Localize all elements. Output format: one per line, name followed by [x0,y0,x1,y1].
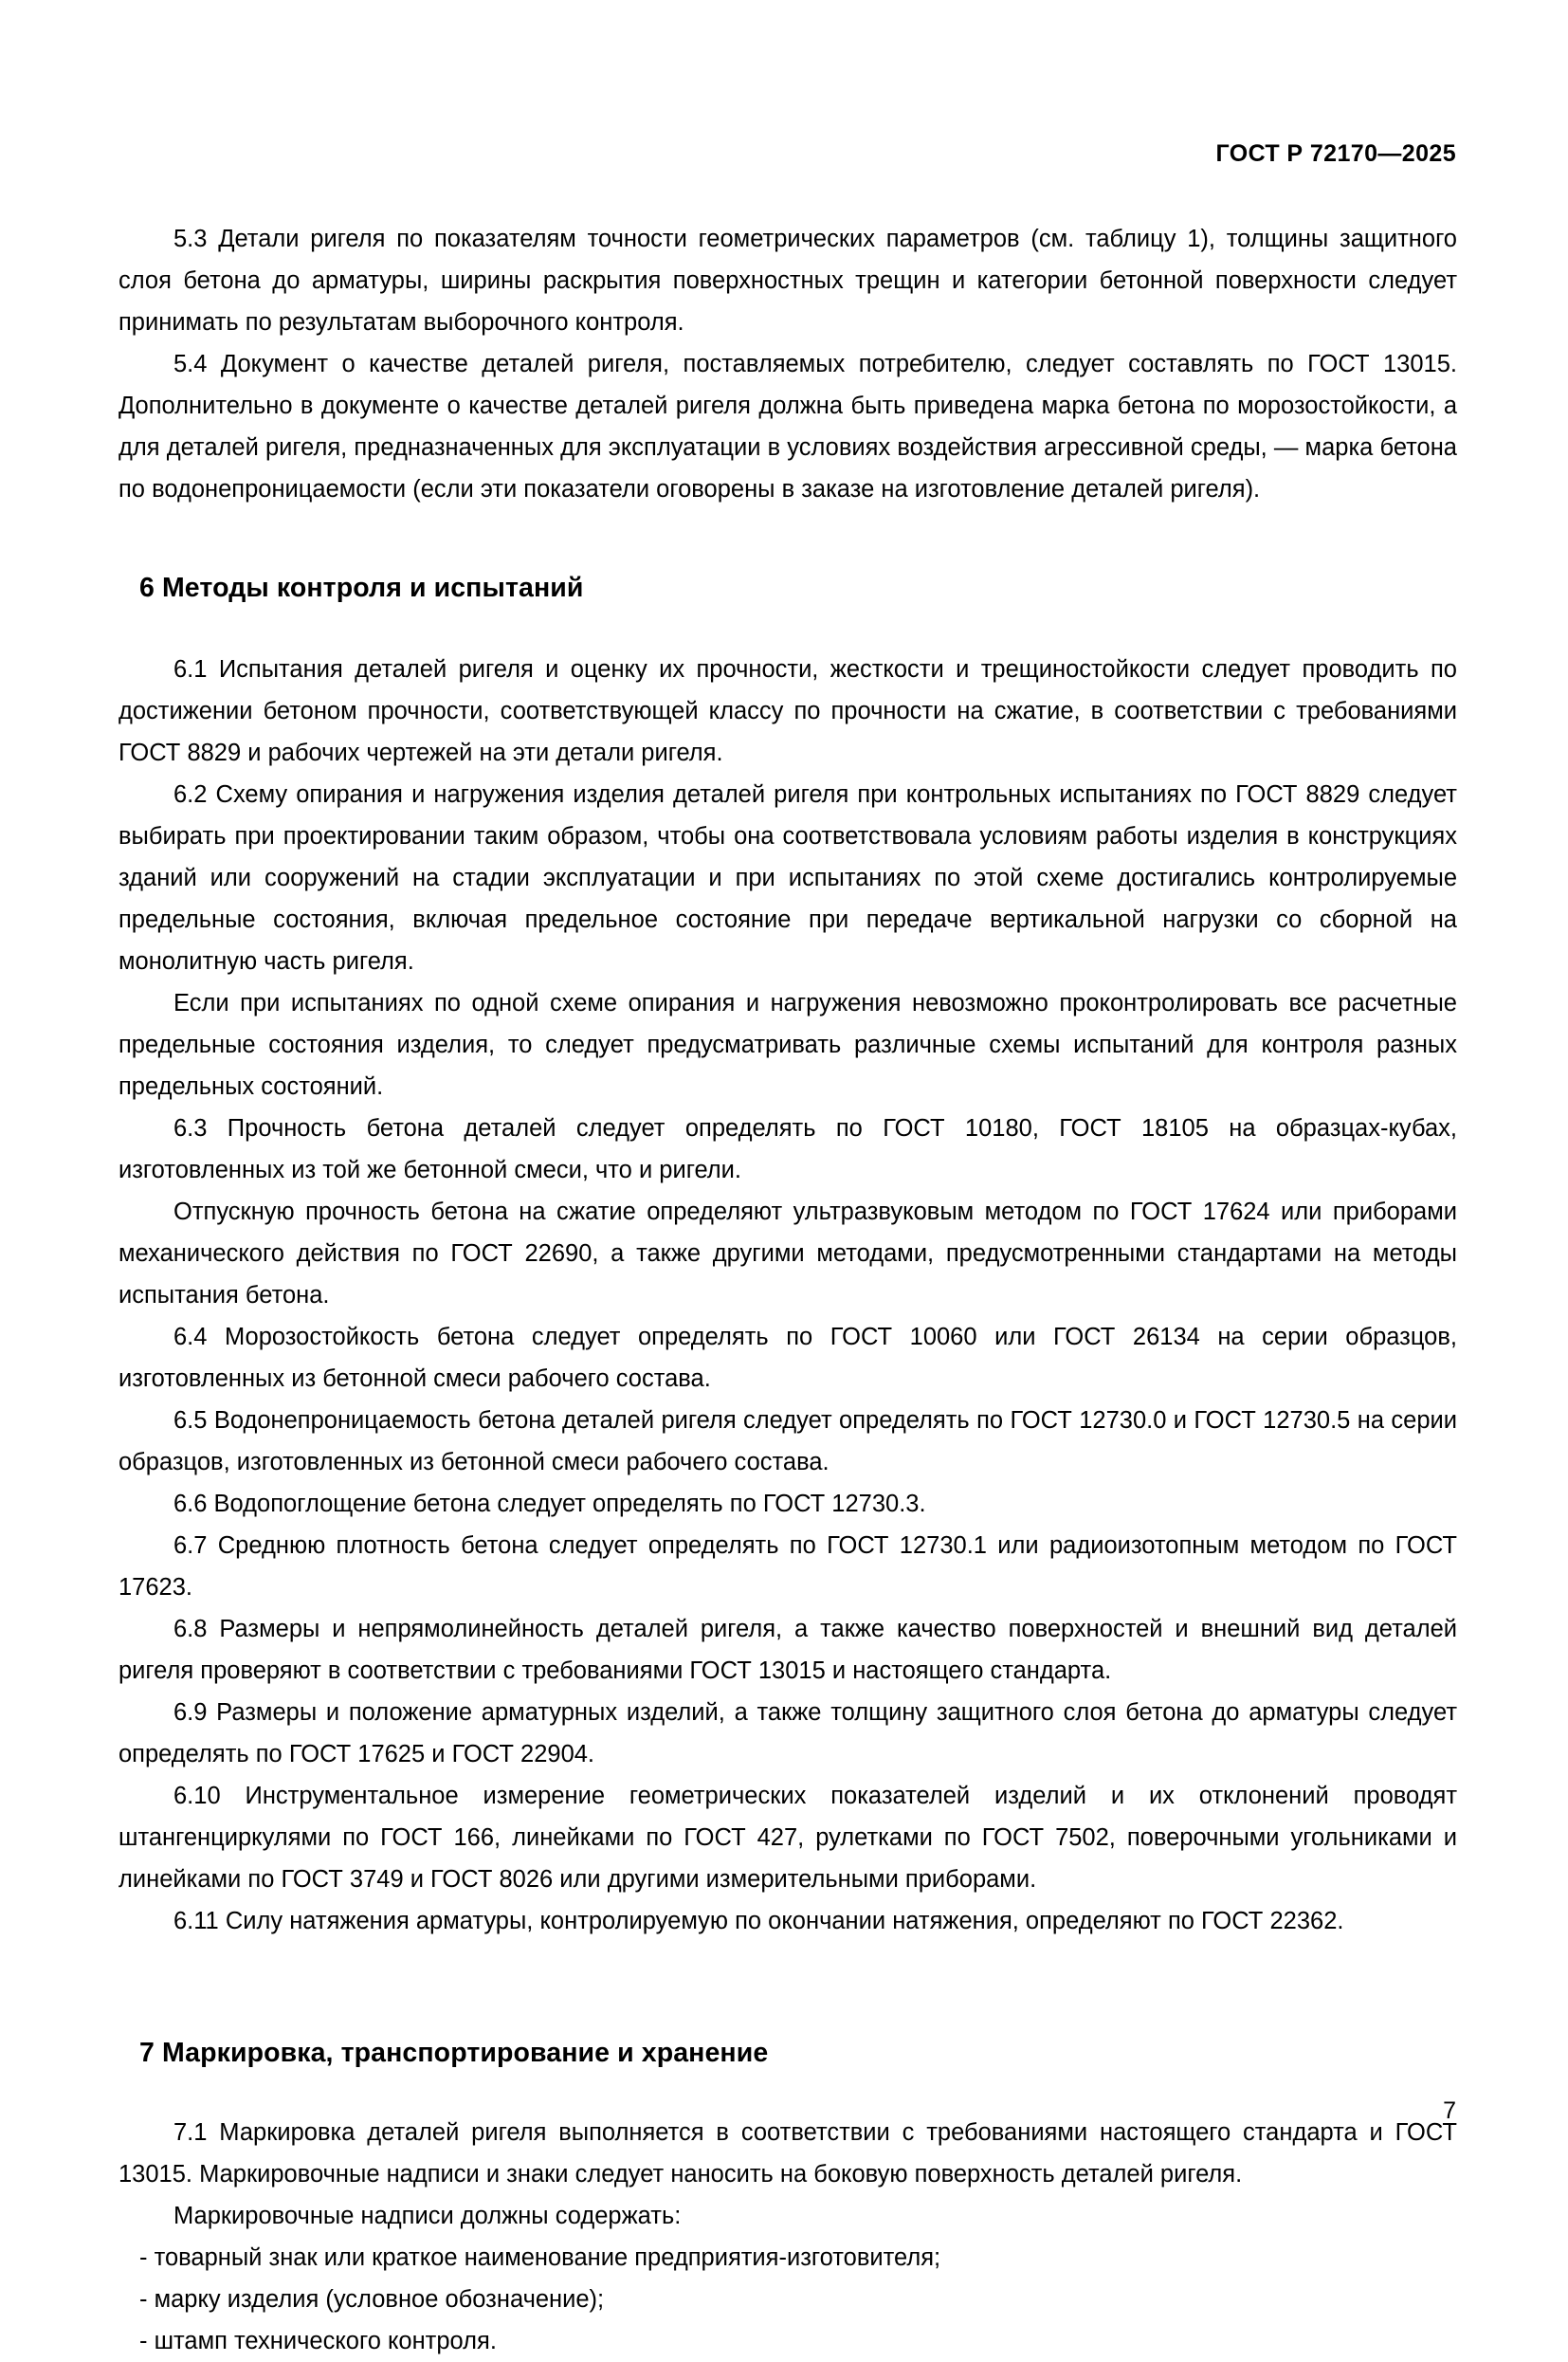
list-item: - товарный знак или краткое наименование предприятия-изготовителя; [139,2244,941,2271]
paragraph-7-1: 7.1 Маркировка деталей ригеля выполняется в соответствии с требованиями настоящего стандарта и ГОСТ 13015. Маркировочные надписи и знаки следует наносить на боковую поверхность деталей ригеля. [119,2119,1457,2188]
list-item: - марку изделия (условное обозначение); [139,2286,605,2313]
paragraph-6-11: 6.11 Силу натяжения арматуры, контролируемую по окончании натяжения, определяют по ГОСТ 22362. [173,1908,1344,1934]
paragraph-6-2: 6.2 Схему опирания и нагружения изделия деталей ригеля при контрольных испытаниях по ГОСТ 8829 следует выбирать при проектировании таким образом, чтобы она соответствовала условиям работы изделия в конструкциях зданий или сооружений на стадии эксплуатации и при испытаниях по этой схеме достигались контролируемые предельные состояния, включая предельное состояние при передаче вертикальной нагрузки со сборной на монолитную часть ригеля. [119,781,1457,975]
spacer-after-section-7-heading [119,2074,1457,2112]
paragraph-5-3: 5.3 Детали ригеля по показателям точности геометрических параметров (см. таблицу 1), толщины защитного слоя бетона до арматуры, ширины раскрытия поверхностных трещин и категории бетонной поверхности следует принимать по результатам выборочного контроля. [119,226,1457,336]
paragraph-6-2-note: Если при испытаниях по одной схеме опирания и нагружения невозможно проконтролировать все расчетные предельные состояния изделия, то следует предусматривать различные схемы испытаний для контроля разных предельных состояний. [119,990,1457,1100]
paragraph-6-7: 6.7 Среднюю плотность бетона следует определять по ГОСТ 12730.1 или радиоизотопным методом по ГОСТ 17623. [119,1532,1457,1601]
section-heading-6: 6 Методы контроля и испытаний [139,573,584,603]
page-header-standard-number: ГОСТ Р 72170—2025 [1215,140,1456,167]
spacer-after-section-6-heading [119,609,1457,649]
paragraph-6-4: 6.4 Морозостойкость бетона следует определять по ГОСТ 10060 или ГОСТ 26134 на серии образцов, изготовленных из бетонной смеси рабочего состава. [119,1324,1457,1392]
paragraph-6-6: 6.6 Водопоглощение бетона следует определять по ГОСТ 12730.3. [173,1491,926,1517]
paragraph-6-1: 6.1 Испытания деталей ригеля и оценку их прочности, жесткости и трещиностойкости следует проводить по достижении бетоном прочности, соответствующей классу по прочности на сжатие, в соответствии с требованиями ГОСТ 8829 и рабочих чертежей на эти детали ригеля. [119,656,1457,766]
paragraph-6-8: 6.8 Размеры и непрямолинейность деталей ригеля, а также качество поверхностей и внешний вид деталей ригеля проверяют в соответствии с требованиями ГОСТ 13015 и настоящего стандарта. [119,1616,1457,1684]
spacer-before-section-6 [119,510,1457,567]
paragraph-5-4: 5.4 Документ о качестве деталей ригеля, поставляемых потребителю, следует составлять по ГОСТ 13015. Дополнительно в документе о качестве деталей ригеля должна быть приведена марка бетона по морозостойкости, а для деталей ригеля, предназначенных для эксплуатации в условиях воздействия агрессивной среды, — марка бетона по водонепроницаемости (если эти показатели оговорены в заказе на изготовление деталей ригеля). [119,351,1457,503]
spacer-before-section-7 [119,1942,1457,2032]
list-item: - штамп технического контроля. [139,2328,497,2354]
paragraph-6-3-note: Отпускную прочность бетона на сжатие определяют ультразвуковым методом по ГОСТ 17624 или приборами механического действия по ГОСТ 22690, а также другими методами, предусмотренными стандартами на методы испытания бетона. [119,1199,1457,1309]
paragraph-6-3: 6.3 Прочность бетона деталей следует определять по ГОСТ 10180, ГОСТ 18105 на образцах-кубах, изготовленных из той же бетонной смеси, что и ригели. [119,1115,1457,1183]
page-number: 7 [1443,2097,1456,2124]
paragraph-7-1-lead-in: Маркировочные надписи должны содержать: [173,2203,682,2229]
paragraph-6-10: 6.10 Инструментальное измерение геометрических показателей изделий и их отклонений проводят штангенциркулями по ГОСТ 166, линейками по ГОСТ 427, рулетками по ГОСТ 7502, поверочными угольниками и линейками по ГОСТ 3749 и ГОСТ 8026 или другими измерительными приборами. [119,1783,1457,1893]
section-heading-7: 7 Маркировка, транспортирование и хранение [139,2038,769,2068]
paragraph-6-5: 6.5 Водонепроницаемость бетона деталей ригеля следует определять по ГОСТ 12730.0 и ГОСТ 12730.5 на серии образцов, изготовленных из бетонной смеси рабочего состава. [119,1407,1457,1475]
page-content [119,218,1457,2362]
paragraph-6-9: 6.9 Размеры и положение арматурных изделий, а также толщину защитного слоя бетона до арматуры следует определять по ГОСТ 17625 и ГОСТ 22904. [119,1699,1457,1767]
